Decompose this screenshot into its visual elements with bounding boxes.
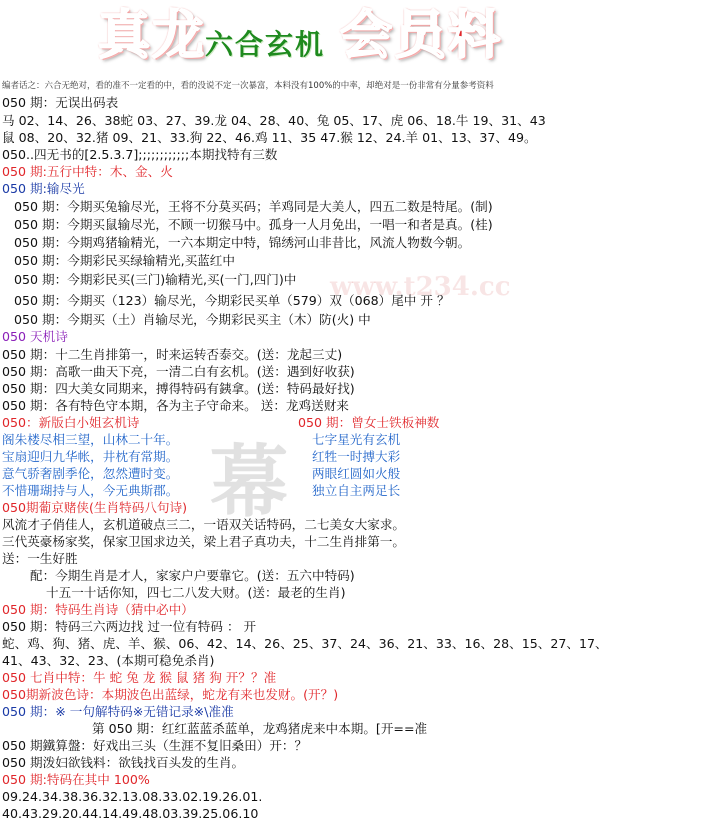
text-line: 050 期：各有特色守本期，各为主子守命来。 送：龙鸡送财来 <box>2 398 349 413</box>
text-line: 马 02、14、26、38蛇 03、27、39.龙 04、28、40、兔 05、17、虎 06、18.牛 19、31、43 <box>2 113 546 128</box>
heading-baixiaojie: 050：新版白小姐玄机诗 <box>2 415 140 430</box>
heading-shujinguang: 050 期:输尽光 <box>2 181 85 196</box>
text-line: 050 期：今期买（123）输尽光，今期彩民买单（579）双（068）尾中 开 ？ <box>14 293 450 308</box>
text-line: 送：一生好胜 <box>2 551 78 566</box>
text-line: 050 期：今期买（土）肖输尽光，今期彩民买主（木）防(火) 中 <box>14 312 371 327</box>
banner <box>0 0 720 78</box>
text-line: 050 期泼妇欲钱料：欲钱找百头发的生肖。 <box>2 755 245 770</box>
poem-line-right: 独立自主两足长 <box>312 483 401 498</box>
text-line: 十五一十话你知，四七二八发大财。(送：最老的生肖) <box>46 585 346 600</box>
heading-wuxing: 050 期:五行中特：木、金、火 <box>2 164 173 179</box>
text-line: 050 期：十二生肖排第一，时来运转否泰交。(送：龙起三丈) <box>2 347 343 362</box>
heading-qixiao: 050 七肖中特：牛 蛇 兔 龙 猴 鼠 猪 狗 开？？准 <box>2 670 277 685</box>
text-line: 第 050 期：红红蓝蓝杀蓝单，龙鸡猪虎来中本期。[开==准 <box>92 721 428 736</box>
text-line: 050 期：特码三六两边找 过一位有特码 ： 开 <box>2 619 257 634</box>
text-line: 三代英豪杨家奖，保家卫国求边关，梁上君子真功夫，十二生肖排第一。 <box>2 534 405 549</box>
poem-line-right: 两眼红圆如火般 <box>312 466 401 481</box>
text-line: 050 期：今期彩民买(三门)输精光,买(一门,四门)中 <box>14 272 297 287</box>
number-list: 09.24.34.38.36.32.13.08.33.02.19.26.01. <box>2 789 263 804</box>
text-line: 050 期：今期彩民买绿输精光,买蓝红中 <box>14 253 235 268</box>
watermark-mid: 幕 <box>210 437 289 528</box>
heading-pujing: 050期葡京赌侠(生肖特码八句诗) <box>2 500 187 515</box>
poem-line-right: 七字星光有玄机 <box>312 432 401 447</box>
text-line: 鼠 08、20、32.猪 09、21、33.狗 22、46.鸡 11、35 47.猴 12、24.羊 01、13、37、49。 <box>2 130 537 145</box>
heading-texiao: 050 期：特码生肖诗（猜中必中） <box>2 602 194 617</box>
banner-title-right: 会员料 <box>340 5 503 66</box>
poem-line-right: 红牲一时搏大彩 <box>312 449 401 464</box>
heading-tema: 050 期:特码在其中 100% <box>2 772 150 787</box>
heading-yijujie: 050 期：※ 一句解特码※无错记录※\准准 <box>2 704 234 719</box>
poem-line-left: 不惜珊瑚持与人，今无典斯郡。 <box>2 483 179 498</box>
text-line: 050 期：今期买兔输尽光，王将不分莫买码；羊鸡同是大美人，四五二数是特尾。(制) <box>14 199 493 214</box>
heading-tianjishi: 050 天机诗 <box>2 329 68 344</box>
text-line: 050..四无书的[2.5.3.7];;;;;;;;;;;;本期找特有三数 <box>2 147 278 162</box>
poem-line-left: 阁朱楼尽相三望，山林二十年。 <box>2 432 179 447</box>
banner-title-left: 真龙 <box>98 5 207 66</box>
text-line: 050 期：无误出码表 <box>2 95 119 110</box>
text-line: 050 期：今期买鼠输尽光，不顾一切猴马中。孤身一人月免出，一唱一和者是真。(桂) <box>14 217 493 232</box>
number-list: 40.43.29.20.44.14.49.48.03.39.25.06.10 <box>2 806 259 821</box>
disclaimer-text: 编者话之：六合无绝对，看的准不一定看的中，看的没说不定一次暴富，本料没有100%的中率，却绝对是一份非常有分量参考资料 <box>2 81 494 91</box>
poem-line-left: 宝扇迎归九华帐，井枕有常期。 <box>2 449 179 464</box>
text-line: 050 期：四大美女同期来，搏得特码有銕拿。(送：特码最好找) <box>2 381 355 396</box>
text-line: 蛇、鸡、狗、猪、虎、羊、猴、06、42、14、26、25、37、24、36、21、33、16、28、15、27、17、 <box>2 636 608 651</box>
poem-line-left: 意气骄奢剧季伦，忽然遭时变。 <box>2 466 179 481</box>
text-line: 050 期：今期鸡猪输精光，一六本期定中特，锦绣河山非昔比，风流人物数今朝。 <box>14 235 471 250</box>
heading-bose: 050期新波色诗：本期波色出蓝绿，蛇龙有来也发财。(开？) <box>2 687 339 702</box>
watermark-url: www.t234.cc <box>330 272 511 302</box>
banner-title-middle: 六合玄机 <box>205 28 326 61</box>
text-line: 41、43、32、23、(本期可稳免杀肖) <box>2 653 215 668</box>
text-line: 050 期：高歌一曲天下亮，一清二白有玄机。(送：遇到好收获) <box>2 364 355 379</box>
text-line: 风流才子俏佳人，玄机道破点三二，一语双关话特码，二七美女大家求。 <box>2 517 405 532</box>
heading-tieban: 050 期：曾女士铁板神数 <box>298 415 440 430</box>
text-line: 050 期鐵算盤：好戏出三头（生涯不复旧桑田）开：？ <box>2 738 308 753</box>
text-line: 配：今期生肖是才人，家家户户要靠它。(送：五六中特码) <box>30 568 355 583</box>
